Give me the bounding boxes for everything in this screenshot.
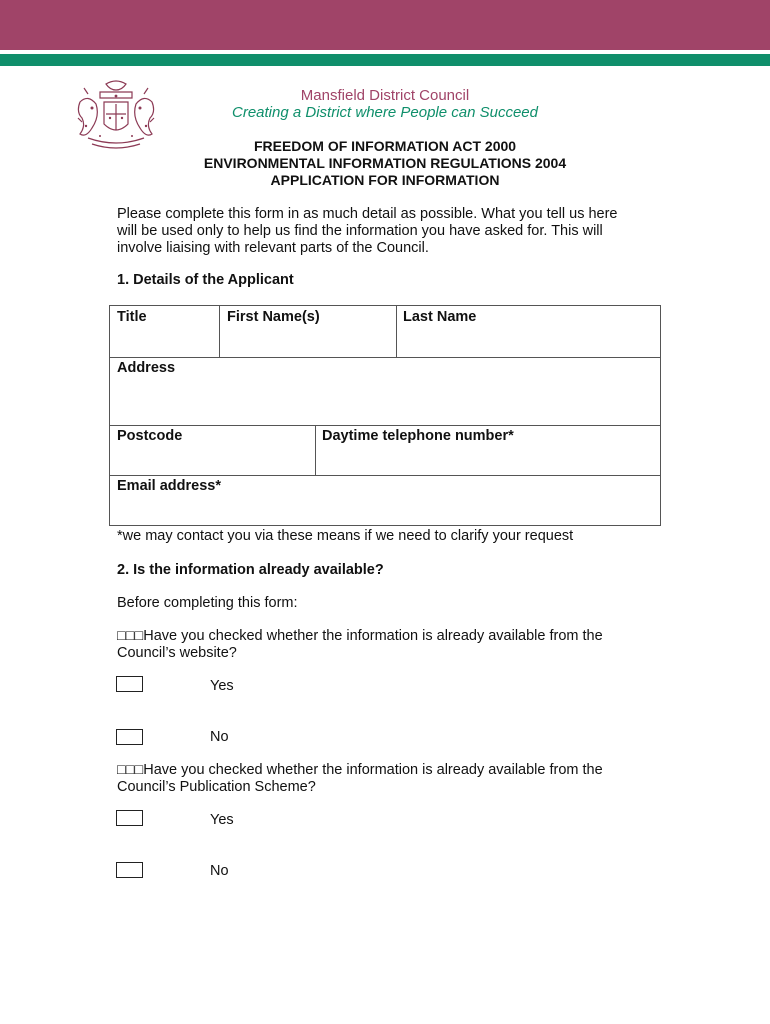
field-last-name-label[interactable]: Last Name (403, 309, 477, 325)
field-phone-label[interactable]: Daytime telephone number* (322, 428, 514, 444)
header-band-maroon (0, 0, 770, 50)
header-band-green (0, 54, 770, 66)
publication-no-checkbox[interactable] (116, 862, 143, 878)
question-website-line-1: □□□Have you checked whether the information is already available from the (117, 628, 603, 644)
title-application: APPLICATION FOR INFORMATION (270, 172, 500, 188)
question-publication-line-1: □□□Have you checked whether the information is already available from the (117, 762, 603, 778)
field-postcode-label[interactable]: Postcode (117, 428, 183, 444)
publication-no-label: No (210, 863, 229, 879)
row-divider (110, 425, 660, 426)
council-tagline: Creating a District where People can Succeed (232, 104, 538, 121)
section-2-heading: 2. Is the information already available? (117, 562, 384, 578)
section-1-heading: 1. Details of the Applicant (117, 272, 294, 288)
field-address-label[interactable]: Address (117, 360, 176, 376)
applicant-details-table (109, 305, 661, 526)
field-email-label[interactable]: Email address* (117, 478, 221, 494)
website-yes-checkbox[interactable] (116, 676, 143, 692)
website-no-checkbox[interactable] (116, 729, 143, 745)
council-name: Mansfield District Council (300, 87, 470, 104)
question-website-line-2: Council’s website? (117, 645, 237, 661)
publication-yes-label: Yes (210, 812, 234, 828)
column-divider (315, 425, 316, 475)
question-publication-line-2: Council’s Publication Scheme? (117, 779, 316, 795)
section-2-lead: Before completing this form: (117, 595, 298, 611)
intro-line-3: involve liaising with relevant parts of the Council. (117, 240, 429, 256)
title-eir: ENVIRONMENTAL INFORMATION REGULATIONS 2004 (203, 155, 567, 171)
website-no-label: No (210, 729, 229, 745)
website-yes-label: Yes (210, 678, 234, 694)
intro-line-1: Please complete this form in as much detail as possible. What you tell us here (117, 206, 618, 222)
intro-line-2: will be used only to help us find the information you have asked for. This will (117, 223, 603, 239)
column-divider (396, 306, 397, 357)
contact-footnote: *we may contact you via these means if we need to clarify your request (117, 528, 574, 544)
row-divider (110, 357, 660, 358)
column-divider (219, 306, 220, 357)
title-foi-act: FREEDOM OF INFORMATION ACT 2000 (253, 138, 517, 154)
field-title-label[interactable]: Title (117, 309, 147, 325)
publication-yes-checkbox[interactable] (116, 810, 143, 826)
row-divider (110, 475, 660, 476)
field-first-names-label[interactable]: First Name(s) (227, 309, 320, 325)
